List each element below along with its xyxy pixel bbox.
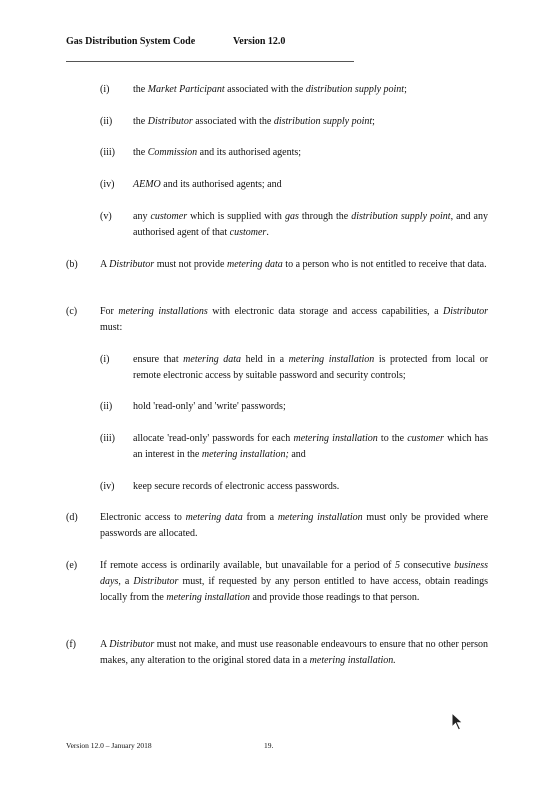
clause-label: (iii) (100, 147, 115, 158)
clause-label: (v) (100, 211, 112, 222)
clause-label: (iv) (100, 179, 115, 190)
document-title: Gas Distribution System Code (66, 36, 196, 47)
clause-label: (e) (66, 560, 78, 571)
clause-label: (f) (66, 639, 76, 650)
clause-label: (ii) (100, 401, 113, 412)
page-number: 19. (264, 741, 274, 750)
footer-version: Version 12.0 – January 2018 (66, 741, 152, 750)
clause-text: hold 'read-only' and 'write' passwords; (133, 401, 286, 412)
page-header (66, 36, 286, 47)
document-version: Version 12.0 (233, 36, 286, 47)
clause-text: any customer which is supplied with gas through the distribution supply point, and any authorised agent of that customer. (133, 211, 488, 238)
clause-text: AEMO and its authorised agents; and (133, 179, 282, 190)
clause-text: the Market Participant associated with the distribution supply point; (133, 84, 407, 95)
clause-text: keep secure records of electronic access passwords. (133, 481, 340, 492)
clause-label: (i) (100, 84, 110, 95)
header-rule (66, 61, 354, 62)
clause-text: For metering installations with electronic data storage and access capabilities, a Distributor must: (100, 306, 488, 333)
clause-text: ensure that metering data held in a metering installation is protected from local or remote electronic access by suitable password and security controls; (133, 354, 489, 381)
clause-text: A Distributor must not make, and must use reasonable endeavours to ensure that no other person makes, any alteration to the original stored data in a metering installation. (100, 639, 489, 666)
clause-text: A Distributor must not provide metering data to a person who is not entitled to receive that data. (100, 259, 487, 270)
clause-label: (i) (100, 354, 110, 365)
clause-label: (ii) (100, 116, 113, 127)
clause-label: (c) (66, 306, 78, 317)
clause-text: allocate 'read-only' passwords for each metering installation to the customer which has an interest in the metering installation; and (133, 433, 488, 460)
mouse-cursor-icon (451, 712, 465, 732)
clause-text: If remote access is ordinarily available, but unavailable for a period of 5 consecutive business days, a Distributor must, if requested by any person entitled to have access, obtain readings locally from the metering installation and provide those readings to that person. (100, 560, 489, 603)
clause-label: (d) (66, 512, 78, 523)
clause-text: the Distributor associated with the distribution supply point; (133, 116, 375, 127)
clause-text: the Commission and its authorised agents; (133, 147, 302, 158)
clause-label: (iii) (100, 433, 115, 444)
clause-label: (b) (66, 259, 78, 270)
clause-text: Electronic access to metering data from a metering installation must only be provided where passwords are allocated. (100, 512, 489, 539)
clause-label: (iv) (100, 481, 115, 492)
